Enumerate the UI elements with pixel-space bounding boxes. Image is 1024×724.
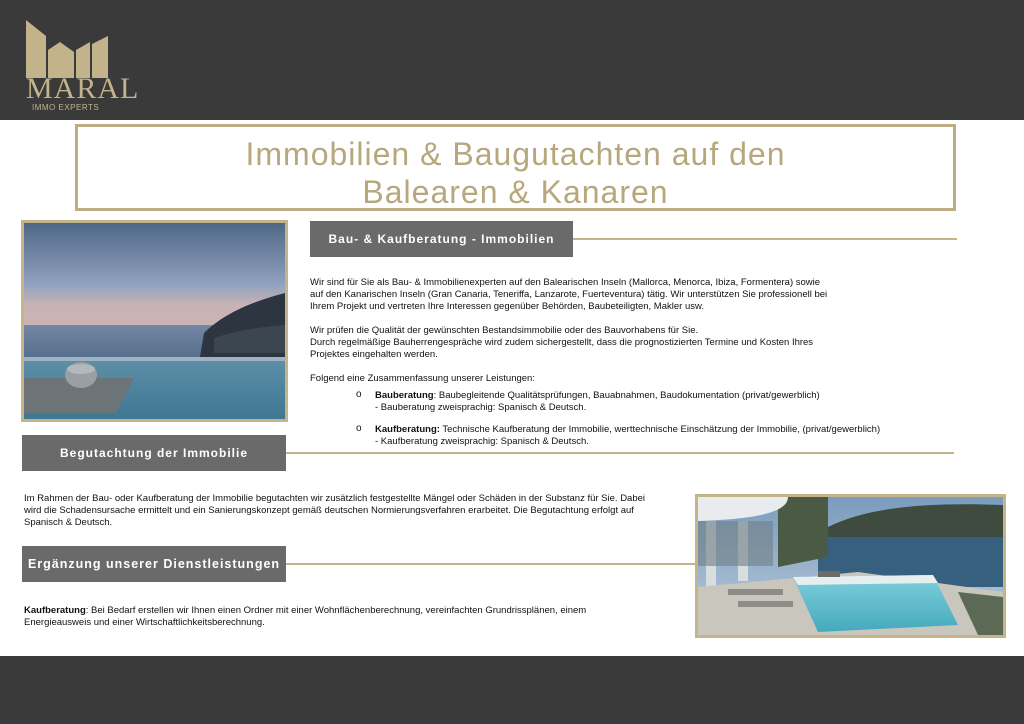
logo-wordmark: MARAL xyxy=(26,72,140,105)
section-label-kaufberatung: Bau- & Kaufberatung - Immobilien xyxy=(310,221,573,257)
ergaenzung-name: Kaufberatung xyxy=(24,605,86,616)
intro-paragraph-2a: Wir prüfen die Qualität der gewünschten Bestandsimmobilie oder des Bauvorhabens für Sie. xyxy=(310,325,699,336)
service-sub: - Bauberatung zweisprachig: Spanisch & Deutsch. xyxy=(375,402,587,413)
section-label-begutachtung: Begutachtung der Immobilie xyxy=(22,435,286,471)
footer-bar xyxy=(0,656,1024,724)
service-sub: - Kaufberatung zweisprachig: Spanisch & Deutsch. xyxy=(375,436,589,447)
intro-paragraph-3: Folgend eine Zusammenfassung unserer Leistungen: xyxy=(310,373,535,384)
begutachtung-text: Im Rahmen der Bau- oder Kaufberatung der Immobilie begutachten wir zusätzlich festgestellte Mängel oder Schäden in der Substanz für Sie. Dabei wird die Schadensursache ermittelt und ein Sanierungskonzept gemäß deutschen Normierungsverfahren erarbeitet. Die Begutachtung erfolgt auf Spanisch & Deutsch. xyxy=(24,493,646,528)
bullet-icon: o xyxy=(356,423,362,434)
header-bar xyxy=(0,0,1024,120)
title-line-2: Balearen & Kanaren xyxy=(362,174,669,210)
gold-divider xyxy=(286,452,954,454)
service-name: Kaufberatung: xyxy=(375,424,440,435)
service-description: Technische Kaufberatung der Immobilie, werttechnische Einschätzung der Immobilie, (privat/gewerblich) xyxy=(439,424,881,435)
title-line-1: Immobilien & Baugutachten auf den xyxy=(245,136,786,172)
logo-subtitle: IMMO EXPERTS xyxy=(32,103,100,112)
company-logo xyxy=(24,16,140,116)
service-description: : Baubegleitende Qualitätsprüfungen, Bauabnahmen, Baudokumentation (privat/gewerblich) xyxy=(433,390,820,401)
villa-pool-photo xyxy=(695,494,1006,638)
title-frame xyxy=(75,124,956,211)
section-label-ergaenzung: Ergänzung unserer Dienstleistungen xyxy=(22,546,286,582)
intro-text xyxy=(310,277,830,397)
sea-dusk-photo xyxy=(21,220,288,422)
page-title xyxy=(78,135,953,211)
intro-paragraph-1: Wir sind für Sie als Bau- & Immobilienexperten auf den Balearischen Inseln (Mallorca, Menorca, Ibiza, Formentera) sowie auf den Kanarischen Inseln (Gran Canaria, Teneriffa, Lanzarote, Fuerteventura) tätig. Wir unterstützen Sie professionell bei Ihrem Projekt und vertreten Ihre Interessen gegenüber Behörden, Baubeteiligten, Makler usw. xyxy=(310,277,828,312)
intro-paragraph-2b: Durch regelmäßige Bauherrengespräche wird zudem sichergestellt, dass die prognostizierten Termine und Kosten Ihres Projektes eingehalten werden. xyxy=(310,337,814,360)
gold-divider xyxy=(286,563,695,565)
service-name: Bauberatung xyxy=(375,390,434,401)
gold-divider xyxy=(573,238,957,240)
house-logo-icon xyxy=(24,16,114,78)
intro-paragraph-2 xyxy=(310,325,830,361)
bullet-icon: o xyxy=(356,389,362,400)
ergaenzung-text xyxy=(24,605,624,629)
ergaenzung-description: : Bei Bedarf erstellen wir Ihnen einen Ordner mit einer Wohnflächenberechnung, vereinfachten Grundrissplänen, einem Energieausweis und einer Wirtschaftlichkeitsberechnung. xyxy=(24,605,587,628)
